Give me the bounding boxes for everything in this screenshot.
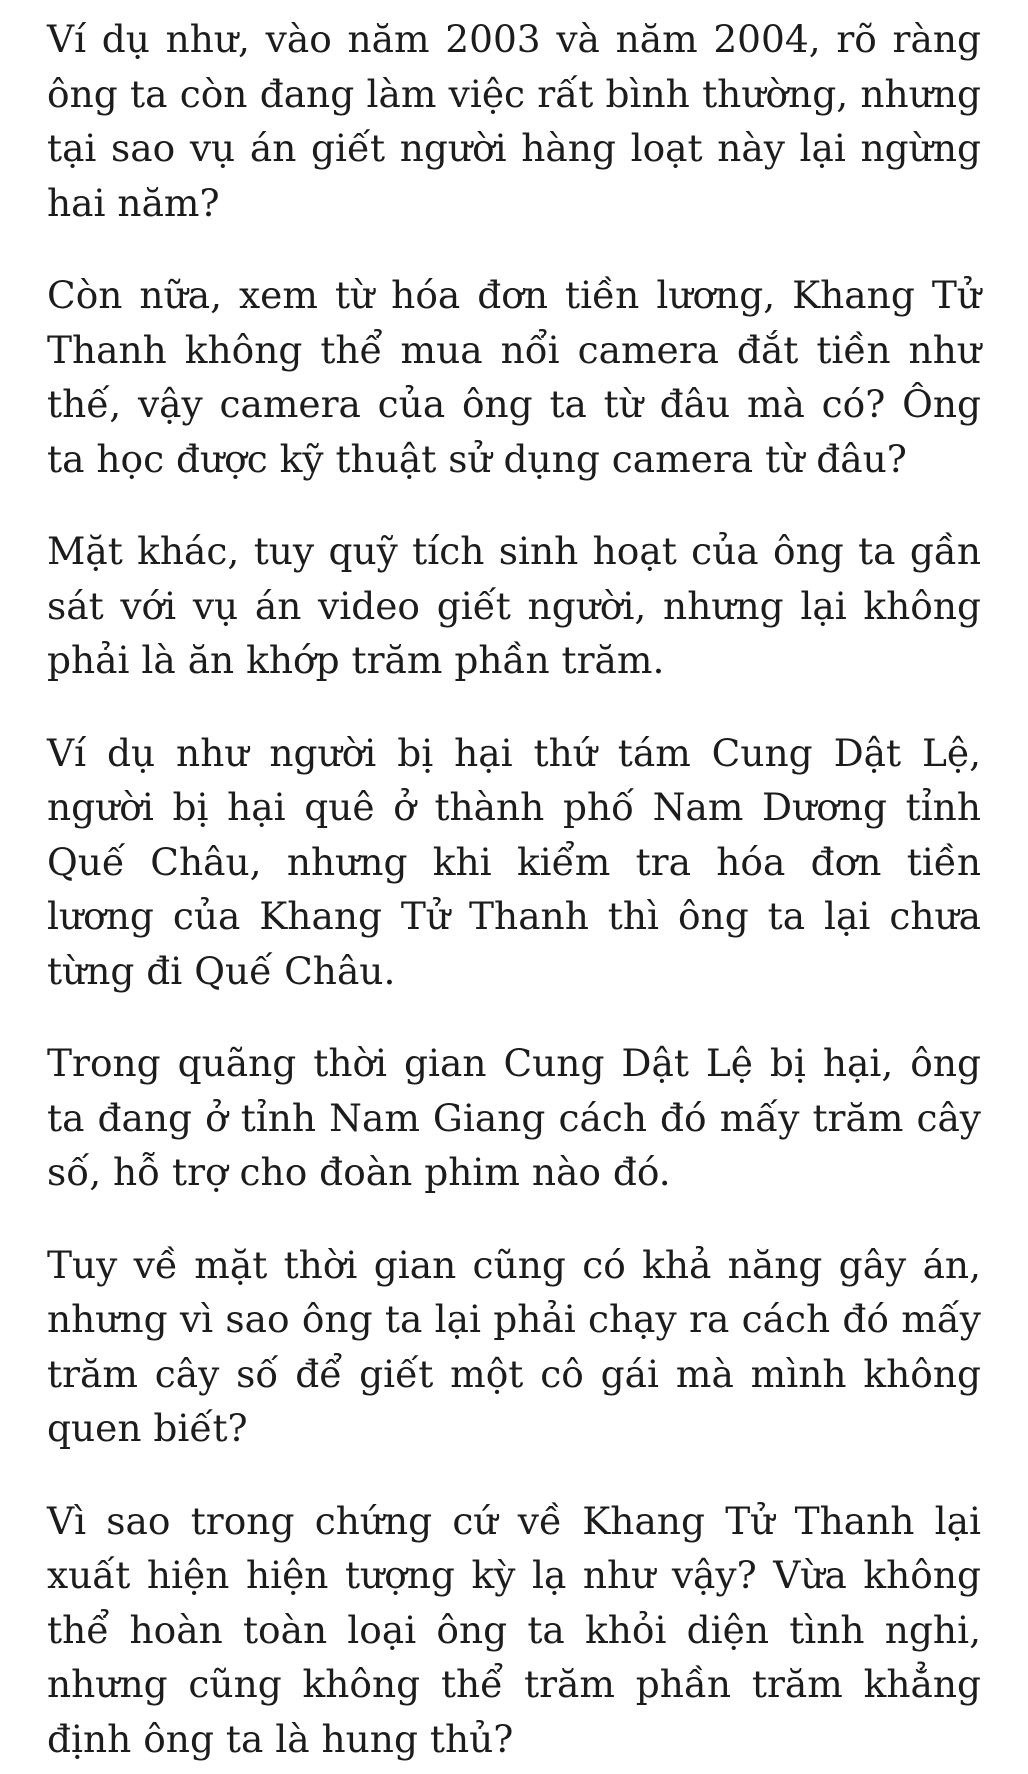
paragraph-1: Ví dụ như, vào năm 2003 và năm 2004, rõ ràng ông ta còn đang làm việc rất bình thường, nhưng tại sao vụ án giết người hàng loạt này lại ngừng hai năm? (47, 17, 981, 225)
paragraph-6: Tuy về mặt thời gian cũng có khả năng gây án, nhưng vì sao ông ta lại phải chạy ra cách đó mấy trăm cây số để giết một cô gái mà mình không quen biết? (47, 1242, 981, 1450)
paragraph-5: Trong quãng thời gian Cung Dật Lệ bị hại, ông ta đang ở tỉnh Nam Giang cách đó mấy trăm cây số, hỗ trợ cho đoàn phim nào đó. (47, 1041, 981, 1194)
paragraph-2: Còn nữa, xem từ hóa đơn tiền lương, Khang Tử Thanh không thể mua nổi camera đắt tiền như thế, vậy camera của ông ta từ đâu mà có? Ông ta học được kỹ thuật sử dụng camera từ đâu? (47, 273, 981, 481)
reading-content (47, 12, 981, 1766)
paragraph-3: Mặt khác, tuy quỹ tích sinh hoạt của ông ta gần sát với vụ án video giết người, nhưng lại không phải là ăn khớp trăm phần trăm. (47, 529, 981, 682)
paragraph-7: Vì sao trong chứng cứ về Khang Tử Thanh lại xuất hiện hiện tượng kỳ lạ như vậy? Vừa không thể hoàn toàn loại ông ta khỏi diện tình nghi, nhưng cũng không thể trăm phần trăm khẳng định ông ta là hung thủ? (47, 1498, 981, 1761)
paragraph-4: Ví dụ như người bị hại thứ tám Cung Dật Lệ, người bị hại quê ở thành phố Nam Dương tỉnh Quế Châu, nhưng khi kiểm tra hóa đơn tiền lương của Khang Tử Thanh thì ông ta lại chưa từng đi Quế Châu. (47, 730, 981, 993)
